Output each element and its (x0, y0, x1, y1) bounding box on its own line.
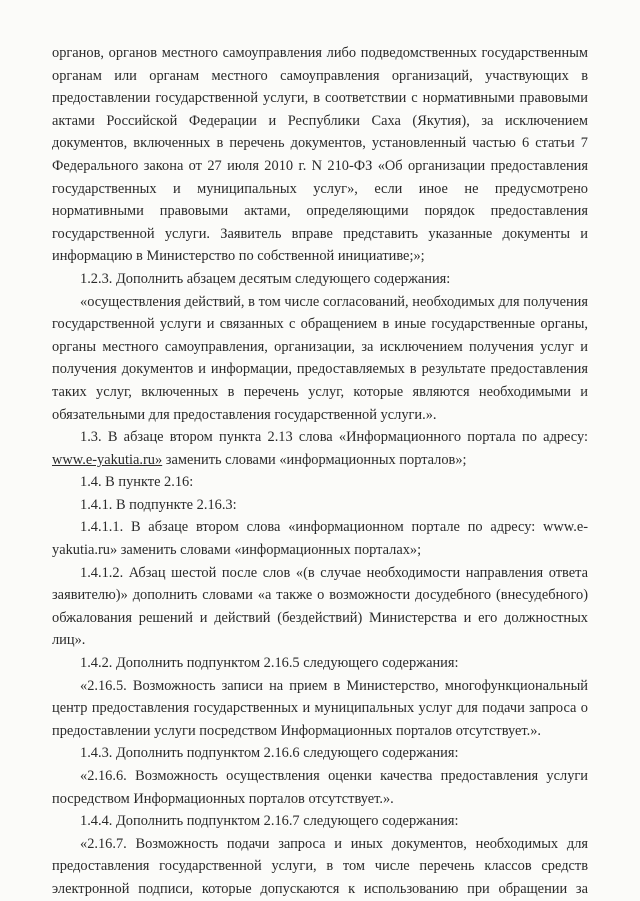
paragraph-1-4: 1.4. В пункте 2.16: (80, 474, 194, 491)
paragraph-1-3 (52, 426, 588, 471)
portal-link[interactable]: www.e-yakutia.ru» (52, 451, 163, 468)
paragraph-1-4-2: 1.4.2. Дополнить подпунктом 2.16.5 следующего содержания: (80, 655, 459, 672)
paragraph-1-3-text-before: 1.3. В абзаце втором пункта 2.13 слова «Информационного портала по адресу: (80, 429, 588, 446)
paragraph-continuation: органов, органов местного самоуправления либо подведомственных государственным органам или органам местного самоуправления организаций, участвующих в предоставлении государственной услуги, в соответствии с нормативными правовыми актами Российской Федерации и Республики Саха (Якутия), за исключением документов, включенных в перечень документов, установленный частью 6 статьи 7 Федерального закона от 27 июля 2010 г. N 210-ФЗ «Об организации предоставления государственных и муниципальных услуг», если иное не предусмотрено нормативными правовыми актами, определяющими порядок предоставления государственной услуги. Заявитель вправе представить указанные документы и информацию в Министерство по собственной инициативе;»; (52, 45, 588, 265)
paragraph-quote-2-16-5: «2.16.5. Возможность записи на прием в Министерство, многофункциональный центр предоставления государственных и муниципальных услуг для подачи запроса о предоставлении услуги посредством Информационных порталов отсутствует.». (52, 677, 588, 739)
paragraph-1-4-1-1: 1.4.1.1. В абзаце втором слова «информационном портале по адресу: www.e-yakutia.ru» заменить словами «информационных порталах»; (52, 519, 588, 559)
paragraph-1-3-text-after: заменить словами «информационных порталов»; (162, 451, 467, 468)
paragraph-quote-2-16-7: «2.16.7. Возможность подачи запроса и иных документов, необходимых для предоставления государственной услуги, в том числе перечень классов средств электронной подписи, которые допускаются к использованию при обращении за (52, 835, 588, 897)
paragraph-1-4-1: 1.4.1. В подпункте 2.16.3: (80, 496, 237, 513)
paragraph-quote-2-16-6: «2.16.6. Возможность осуществления оценки качества предоставления услуги посредством Информационных порталов отсутствует.». (52, 768, 588, 807)
paragraph-1-2-3: 1.2.3. Дополнить абзацем десятым следующего содержания: (80, 270, 451, 287)
paragraph-1-4-1-2: 1.4.1.2. Абзац шестой после слов «(в случае необходимости направления ответа заявителю)» дополнить словами «а также о возможности досудебного (внесудебного) обжалования решений и действий (бездействий) Министерства и его должностных лиц». (52, 564, 588, 649)
paragraph-1-4-3: 1.4.3. Дополнить подпунктом 2.16.6 следующего содержания: (80, 745, 459, 762)
paragraph-quote-actions: «осуществления действий, в том числе согласований, необходимых для получения государственной услуги и связанных с обращением в иные государственные органы, органы местного самоуправления, организации, за исключением получения услуг и получения документов и информации, предоставляемых в результате предоставления таких услуг, включенных в перечень услуг, которые являются необходимыми и обязательными для предоставления государственной услуги.». (52, 293, 588, 423)
paragraph-1-4-4: 1.4.4. Дополнить подпунктом 2.16.7 следующего содержания: (80, 813, 459, 830)
